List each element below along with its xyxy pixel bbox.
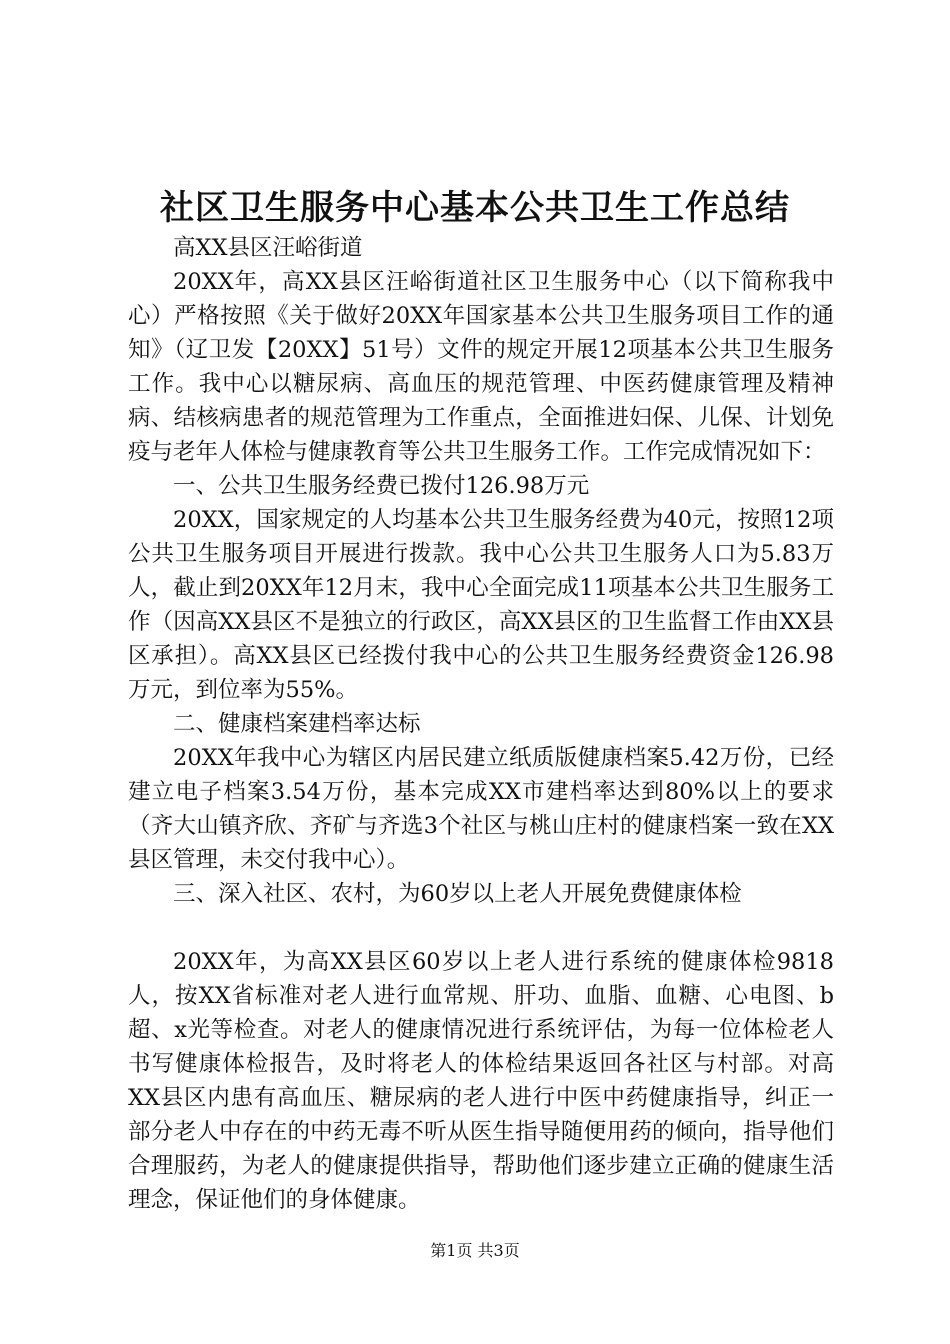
section-heading-health-records: 二、健康档案建档率达标	[173, 711, 421, 737]
section-heading-elderly-checkup: 三、深入社区、农村，为60岁以上老人开展免费健康体检	[173, 881, 742, 907]
funding-paragraph: 20XX，国家规定的人均基本公共卫生服务经费为40元，按照12项公共卫生服务项目开展进行拨款。我中心公共卫生服务人口为5.83万人，截止到20XX年12月末，我中心全面完成11项基本公共卫生服务工作（因高XX县区不是独立的行政区，高XX县区的卫生监督工作由XX县区承担）。高XX县区已经拨付我中心的公共卫生服务经费资金126.98万元，到位率为55%。	[128, 507, 834, 703]
section-heading-funding: 一、公共卫生服务经费已拨付126.98万元	[173, 473, 590, 499]
elderly-checkup-paragraph: 20XX年，为高XX县区60岁以上老人进行系统的健康体检9818人，按XX省标准对老人进行血常规、肝功、血脂、血糖、心电图、b超、x光等检查。对老人的健康情况进行系统评估，为每一位体检老人书写健康体检报告，及时将老人的体检结果返回各社区与村部。对高XX县区内患有高血压、糖尿病的老人进行中医中药健康指导，纠正一部分老人中存在的中药无毒不听从医生指导随便用药的倾向，指导他们合理服药，为老人的健康提供指导，帮助他们逐步建立正确的健康生活理念，保证他们的身体健康。	[128, 949, 834, 1213]
author-line: 高XX县区汪峪街道	[173, 235, 363, 261]
blank-line	[128, 911, 834, 945]
intro-paragraph: 20XX年，高XX县区汪峪街道社区卫生服务中心（以下简称我中心）严格按照《关于做好20XX年国家基本公共卫生服务项目工作的通知》（辽卫发【20XX】51号）文件的规定开展12项基本公共卫生服务工作。我中心以糖尿病、高血压的规范管理、中医药健康管理及精神病、结核病患者的规范管理为工作重点，全面推进妇保、儿保、计划免疫与老年人体检与健康教育等公共卫生服务工作。工作完成情况如下：	[128, 269, 834, 465]
health-records-paragraph: 20XX年我中心为辖区内居民建立纸质版健康档案5.42万份，已经建立电子档案3.54万份，基本完成XX市建档率达到80%以上的要求（齐大山镇齐欣、齐矿与齐选3个社区与桃山庄村的健康档案一致在XX县区管理，未交付我中心）。	[128, 745, 834, 873]
document-title: 社区卫生服务中心基本公共卫生工作总结	[160, 188, 790, 228]
document-body	[128, 231, 834, 1217]
page-footer: 第1页 共3页	[430, 1241, 520, 1260]
